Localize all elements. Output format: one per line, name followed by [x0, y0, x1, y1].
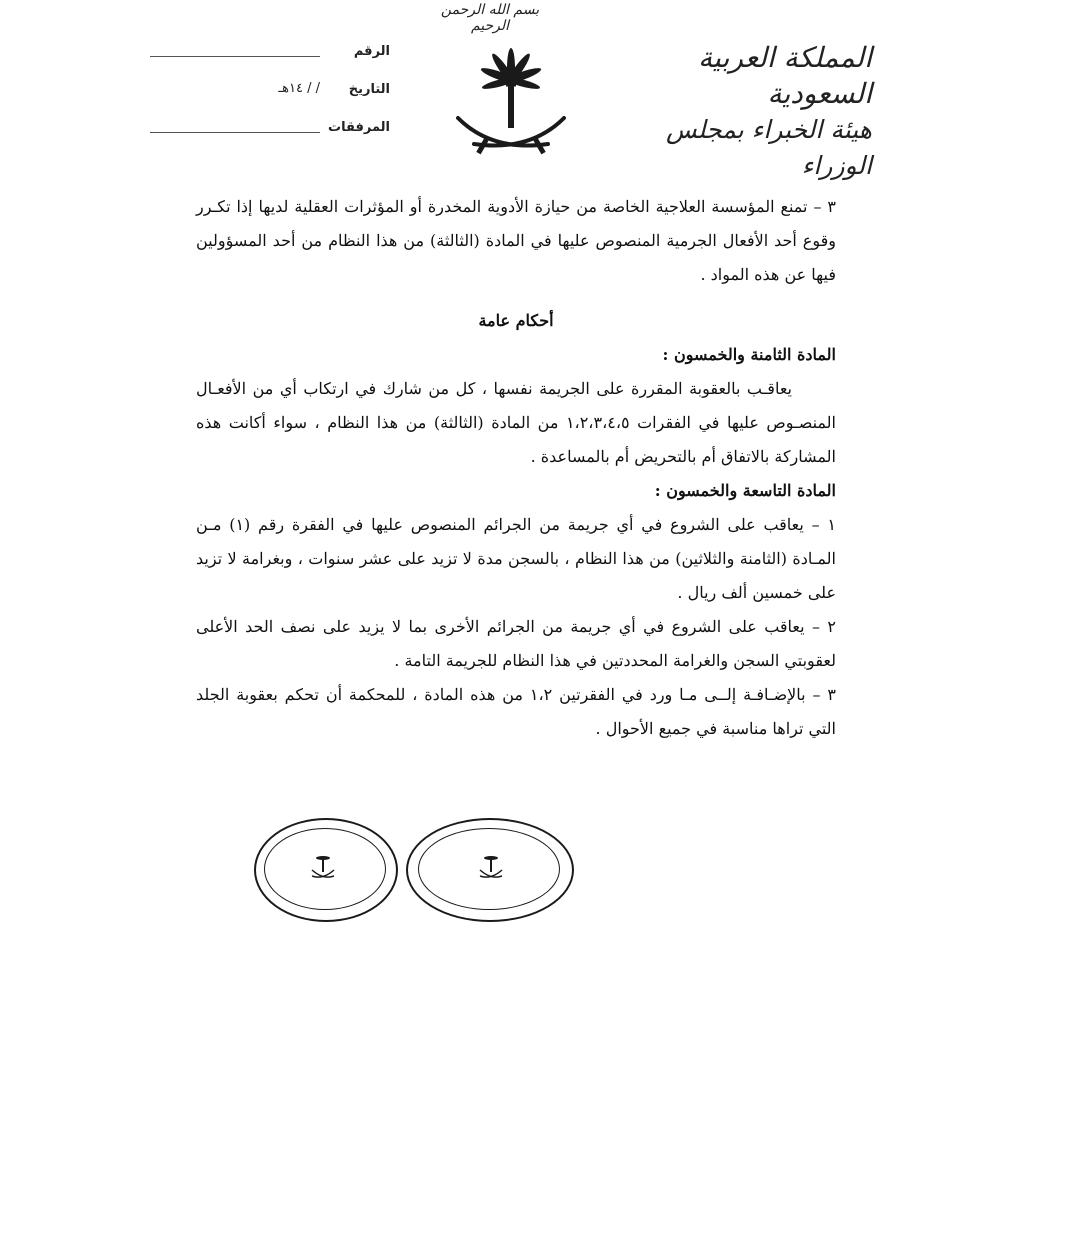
- article-59-title: المادة التاسعة والخمسون :: [654, 481, 836, 500]
- reference-fields: [150, 38, 390, 152]
- general-provisions-heading: أحكام عامة: [478, 311, 554, 330]
- article-58-text: يعاقـب بالعقوبة المقررة على الجريمة نفسها ، كل من شارك في ارتكاب أي من الأفعـال المنصـوص عليها في الفقرات ١،٢،٣،٤،٥ من المادة (الثالثة) من هذا النظام ، سواء أكانت هذه المشاركة بالاتفاق أم بالتحريض أم بالمساعدة .: [196, 379, 836, 466]
- attachments-line: [150, 132, 320, 133]
- article-58-title: المادة الثامنة والخمسون :: [662, 345, 836, 364]
- article-59-clause-1: ١ – يعاقب على الشروع في أي جريمة من الجرائم المنصوص عليها في الفقرة رقم (١) مـن المـادة (الثامنة والثلاثين) من هذا النظام ، بالسجن مدة لا تزيد على عشر سنوات ، وبغرامة لا تزيد على خمسين ألف ريال .: [196, 515, 836, 602]
- number-label: الرقم: [353, 44, 390, 59]
- number-field: [150, 38, 390, 76]
- paragraph-3: ٣ – تمنع المؤسسة العلاجية الخاصة من حيازة الأدوية المخدرة أو المؤثرات العقلية لديها إذا تكـرر وقوع أحد الأفعال الجرمية المنصوص عليها في المادة (الثالثة) من هذا النظام من أحد المسؤولين فيها عن هذه المواد .: [196, 197, 836, 284]
- letterhead-kingdom-block: [612, 40, 872, 184]
- number-line: [150, 56, 320, 57]
- article-59-clause-2: ٢ – يعاقب على الشروع في أي جريمة من الجرائم الأخرى بما لا يزيد على نصف الحد الأعلى لعقوبتي السجن والغرامة المحددتين في هذا النظام للجريمة التامة .: [196, 617, 836, 670]
- date-label: التاريخ: [348, 82, 390, 97]
- stamp-emblem-icon: [476, 852, 506, 882]
- saudi-emblem-icon: [452, 40, 570, 162]
- attachments-field: [150, 114, 390, 152]
- date-value: / / ١٤هـ: [278, 81, 320, 96]
- date-field: [150, 76, 390, 114]
- article-59-clause-3: ٣ – بالإضـافـة إلــى مـا ورد في الفقرتين ١،٢ من هذه المادة ، للمحكمة أن تحكم بعقوبة الجلد التي تراها مناسبة في جميع الأحوال .: [196, 685, 837, 738]
- basmala: بسم الله الرحمن الرحيم: [440, 2, 540, 34]
- document-body: [196, 190, 836, 746]
- kingdom-name: المملكة العربية السعودية: [698, 41, 872, 110]
- authority-name: هيئة الخبراء بمجلس الوزراء: [665, 115, 872, 180]
- stamp-emblem-icon: [308, 852, 338, 882]
- experts-commission-stamp: [406, 818, 574, 922]
- attachments-label: المرفقات: [328, 120, 390, 135]
- general-secretariat-stamp: [254, 818, 398, 922]
